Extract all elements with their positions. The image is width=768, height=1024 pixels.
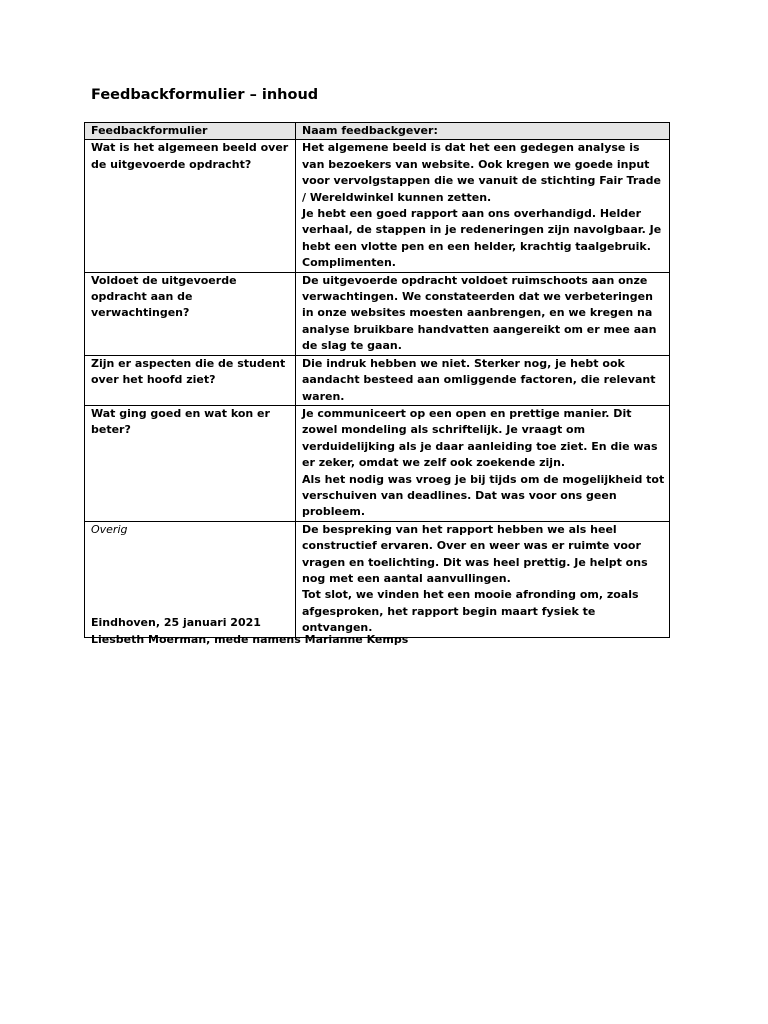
answer-paragraph: De bespreking van het rapport hebben we als heel constructief ervaren. Over en weer was er ruimte voor vragen en toelichting. Dit was heel prettig. Je helpt ons nog met een aantal aanvullingen. [302, 522, 648, 585]
question-cell: Wat is het algemeen beeld over de uitgevoerde opdracht? [85, 140, 296, 272]
question-cell: Wat ging goed en wat kon er beter? [85, 405, 296, 521]
signer-name: Liesbeth Moerman, mede namens Marianne Kemps [91, 632, 409, 646]
answer-paragraph: Als het nodig was vroeg je bij tijds om de mogelijkheid tot verschuiven van deadlines. Dat was voor ons geen probleem. [302, 472, 665, 519]
answer-cell [296, 405, 670, 521]
feedback-table [84, 122, 670, 638]
page-title: Feedbackformulier – inhoud [91, 87, 319, 103]
answer-paragraph: De uitgevoerde opdracht voldoet ruimschoots aan onze verwachtingen. We constateerden dat we verbeteringen in onze websites moesten aanbrengen, en we kregen na analyse bruikbare handvatten aangereikt om er mee aan de slag te gaan. [302, 273, 657, 353]
answer-paragraph: Die indruk hebben we niet. Sterker nog, je hebt ook aandacht besteed aan omliggende factoren, die relevant waren. [302, 356, 656, 403]
table-row [85, 355, 670, 405]
table-row [85, 405, 670, 521]
answer-cell [296, 272, 670, 355]
answer-cell [296, 140, 670, 272]
table-row [85, 272, 670, 355]
question-cell: Overig [85, 521, 296, 637]
table-row [85, 140, 670, 272]
answer-paragraph: Het algemene beeld is dat het een gedegen analyse is van bezoekers van website. Ook kregen we goede input voor vervolgstappen die we vanuit de stichting Fair Trade / Wereldwinkel kunnen zetten. [302, 141, 662, 204]
question-cell: Voldoet de uitgevoerde opdracht aan de verwachtingen? [85, 272, 296, 355]
header-naam-feedbackgever: Naam feedbackgever: [296, 123, 670, 140]
answer-paragraph: Je communiceert op een open en prettige manier. Dit zowel mondeling als schriftelijk. Je vraagt om verduidelijking als je daar aanleiding toe ziet. En die was er zeker, omdat we zelf ook zoekende zijn. [302, 406, 658, 470]
answer-paragraph: Tot slot, we vinden het een mooie afronding om, zoals afgesproken, het rapport begin maart fysiek te ontvangen. [302, 588, 639, 635]
place-date: Eindhoven, 25 januari 2021 [91, 616, 261, 629]
answer-cell [296, 355, 670, 405]
header-feedbackformulier: Feedbackformulier [85, 123, 296, 140]
question-cell: Zijn er aspecten die de student over het hoofd ziet? [85, 355, 296, 405]
signature-block [91, 615, 408, 648]
table-header-row [85, 123, 670, 140]
answer-paragraph: Je hebt een goed rapport aan ons overhandigd. Helder verhaal, de stappen in je redeneringen zijn navolgbaar. Je hebt een vlotte pen en een helder, krachtig taalgebruik. Complimenten. [302, 207, 662, 270]
